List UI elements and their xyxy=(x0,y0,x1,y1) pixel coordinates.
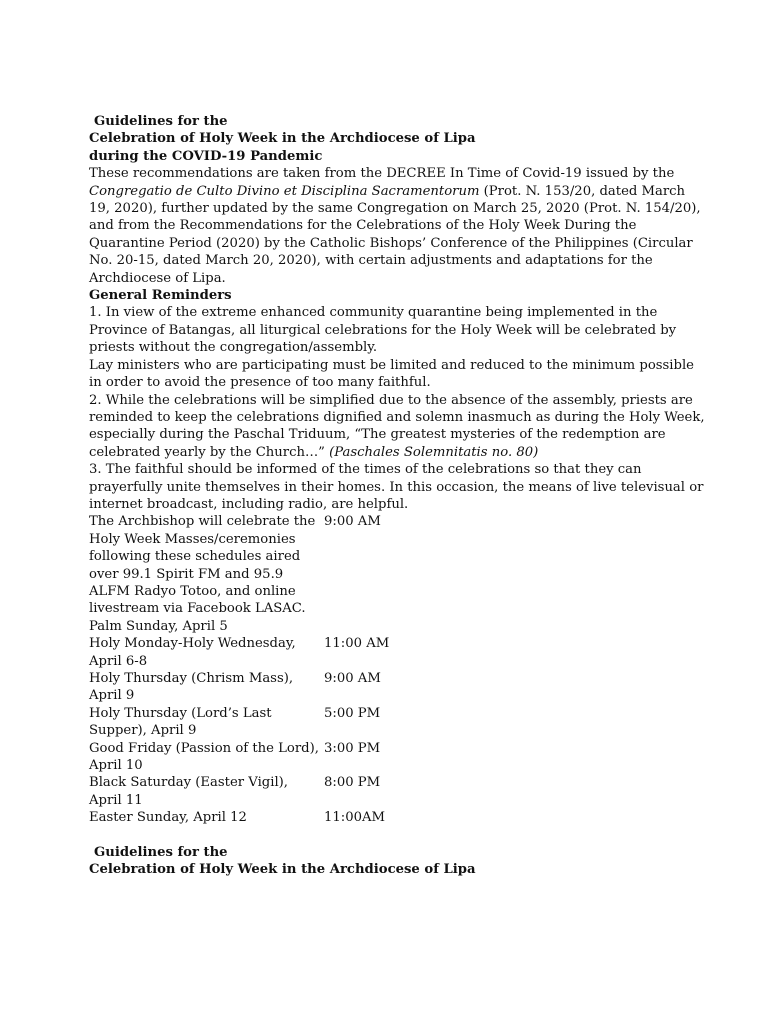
repeat-title-line1: Guidelines for the xyxy=(94,845,228,861)
intro-italic: Congregatio de Culto Divino et Disciplina Sacramentorum xyxy=(89,183,480,199)
schedule-table xyxy=(89,513,709,826)
reminder-2-italic-rest: no. 80) xyxy=(487,444,539,460)
document-page xyxy=(89,113,709,879)
doc-title-line3: during the COVID-19 Pandemic xyxy=(89,148,323,164)
schedule-time: 11:00AM xyxy=(324,810,386,826)
schedule-row xyxy=(89,513,709,635)
repeat-title-line2: Celebration of Holy Week in the Archdiocese of Lipa xyxy=(89,862,476,878)
intro-paragraph xyxy=(89,165,709,287)
schedule-event: Black Saturday (Easter Vigil), April 11 xyxy=(89,775,289,808)
schedule-event: The Archbishop will celebrate the Holy Week Masses/ceremonies following these schedules aired over 99.1 Spirit FM and 95.9 ALFM Radyo Totoo, and online livestream via Facebook LASAC. Palm Sunday, April 5 xyxy=(89,514,316,634)
reminder-2 xyxy=(89,392,709,462)
schedule-event: Holy Monday-Holy Wednesday, April 6-8 xyxy=(89,636,296,669)
intro-text-rest: (Prot. N. 153/20, dated March 19, 2020), further updated by the same Congregation on March 25, 2020 (Prot. N. 154/20), and from the Recommendations for the Celebrations of the Holy Week During the Quarantine Period (2020) by the Catholic Bishops’ Conference of the Philippines (Circular No. 20-15, dated March 20, 2020), with certain adjustments and adaptations for the Archdiocese of Lipa. xyxy=(89,183,701,286)
doc-title-line1: Guidelines for the xyxy=(94,114,228,129)
schedule-event: Good Friday (Passion of the Lord), April 10 xyxy=(89,740,319,774)
schedule-time: 3:00 PM xyxy=(324,740,381,756)
schedule-row xyxy=(89,670,709,705)
reminder-2-italic: (Paschales Solemnitatis xyxy=(324,444,488,460)
schedule-row xyxy=(89,740,709,775)
schedule-row xyxy=(89,774,709,809)
schedule-time: 9:00 AM xyxy=(324,671,381,686)
schedule-time: 8:00 PM xyxy=(324,775,381,791)
reminder-1: 1. In view of the extreme enhanced community quarantine being implemented in the Province of Batangas, all liturgical celebrations for the Holy Week will be celebrated by priests without the congregation/assembly. xyxy=(89,305,677,356)
schedule-row xyxy=(89,705,709,740)
schedule-time: 11:00 AM xyxy=(324,636,390,652)
reminder-2-text: 2. While the celebrations will be simplified due to the absence of the assembly, priests are reminded to keep the celebrations dignified and solemn inasmuch as during the Holy Week, especially during the Paschal Triduum, “The greatest mysteries of the redemption are celebrated yearly by the Church…” xyxy=(89,392,705,460)
schedule-event: Holy Thursday (Lord’s Last Supper), April 9 xyxy=(89,705,272,739)
schedule-event: Easter Sunday, April 12 xyxy=(89,810,247,826)
spacer xyxy=(89,827,709,844)
schedule-time: 9:00 AM xyxy=(324,514,381,530)
reminder-3: 3. The faithful should be informed of the times of the celebrations so that they can prayerfully unite themselves in their homes. In this occasion, the means of live televisual or internet broadcast, including radio, are helpful. xyxy=(89,462,704,512)
schedule-event: Holy Thursday (Chrism Mass), April 9 xyxy=(89,671,294,704)
doc-title-line2: Celebration of Holy Week in the Archdiocese of Lipa xyxy=(89,131,476,147)
section-title-general-reminders: General Reminders xyxy=(89,288,232,304)
schedule-time: 5:00 PM xyxy=(324,705,381,721)
schedule-row xyxy=(89,635,709,670)
reminder-1b: Lay ministers who are participating must be limited and reduced to the minimum possible in order to avoid the presence of too many faithful. xyxy=(89,357,694,391)
intro-text: These recommendations are taken from the DECREE In Time of Covid-19 issued by the xyxy=(89,166,675,182)
schedule-row xyxy=(89,809,709,826)
